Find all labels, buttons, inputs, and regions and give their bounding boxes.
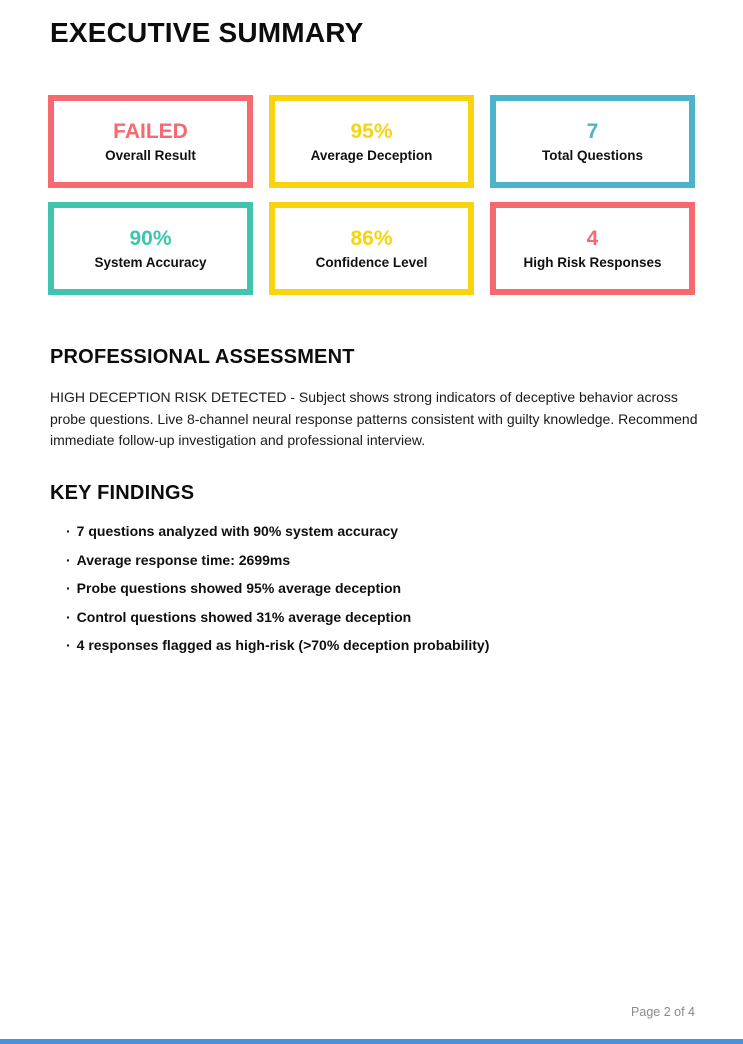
page-number: Page 2 of 4 — [631, 1005, 695, 1019]
key-findings-list — [66, 524, 489, 667]
finding-text: Control questions showed 31% average deception — [76, 608, 412, 625]
list-item — [66, 610, 489, 624]
finding-text: Probe questions showed 95% average deception — [76, 580, 402, 596]
stat-label: System Accuracy — [94, 254, 207, 270]
list-item — [66, 524, 489, 538]
stat-value: 90% — [129, 226, 172, 250]
finding-text: 4 responses flagged as high-risk (>70% deception probability) — [76, 637, 490, 653]
key-findings-heading: KEY FINDINGS — [50, 482, 195, 504]
stat-card-high-risk-responses — [490, 202, 695, 295]
stat-value: 95% — [350, 119, 393, 143]
bullet-dot-icon: · — [66, 523, 71, 539]
list-item — [66, 553, 489, 567]
professional-assessment-body: HIGH DECEPTION RISK DETECTED - Subject shows strong indicators of deceptive behavior across probe questions. Live 8-channel neural response patterns consistent with guilty knowledge. Recommend immediate follow-up investigation and professional interview. — [50, 389, 698, 448]
stat-card-system-accuracy — [48, 202, 253, 295]
stat-card-overall-result — [48, 95, 253, 188]
stat-value: 7 — [586, 119, 599, 143]
stat-card-average-deception — [269, 95, 474, 188]
professional-assessment-heading: PROFESSIONAL ASSESSMENT — [50, 346, 355, 368]
stat-card-total-questions — [490, 95, 695, 188]
stat-label: Average Deception — [310, 147, 433, 163]
list-item — [66, 638, 489, 652]
stat-label: Total Questions — [541, 147, 643, 163]
stat-value: FAILED — [113, 119, 188, 143]
stat-label: Confidence Level — [315, 254, 428, 270]
stat-cards-grid — [48, 95, 695, 295]
stat-label: High Risk Responses — [523, 254, 662, 270]
stat-value: 86% — [350, 226, 393, 250]
bottom-accent-bar — [0, 1039, 743, 1044]
finding-text: Average response time: 2699ms — [76, 551, 291, 568]
stat-label: Overall Result — [105, 147, 196, 163]
bullet-dot-icon: · — [66, 608, 71, 625]
bullet-dot-icon: · — [66, 637, 71, 653]
page-title: EXECUTIVE SUMMARY — [50, 17, 364, 48]
bullet-dot-icon: · — [66, 551, 71, 568]
stat-value: 4 — [586, 226, 599, 250]
stat-card-confidence-level — [269, 202, 474, 295]
list-item — [66, 581, 489, 595]
finding-text: 7 questions analyzed with 90% system accuracy — [76, 523, 399, 539]
bullet-dot-icon: · — [66, 580, 71, 596]
